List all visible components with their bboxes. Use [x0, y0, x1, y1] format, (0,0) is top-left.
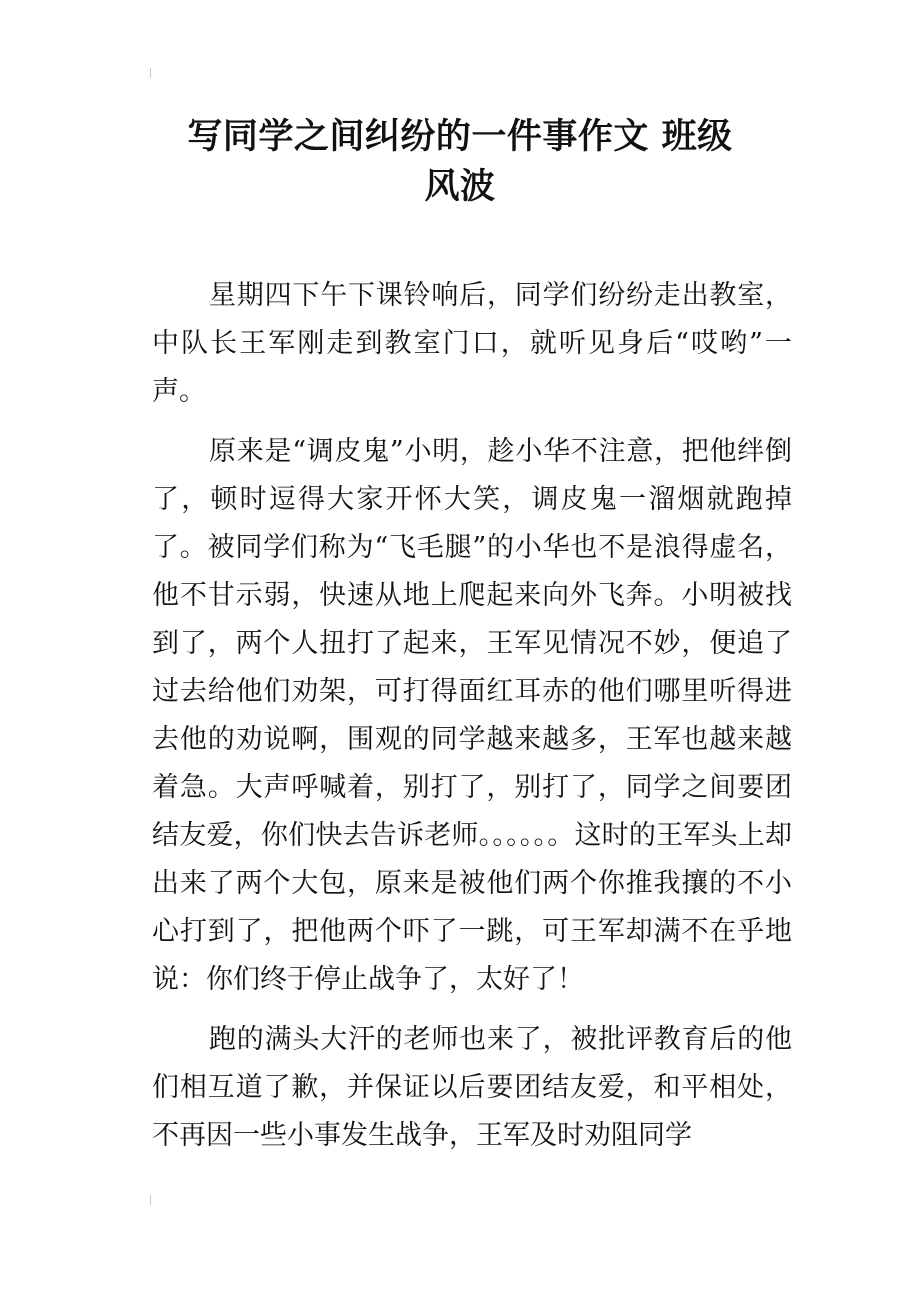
page-corner-mark-top [150, 68, 157, 78]
paragraph-3: 跑的满头大汗的老师也来了，被批评教育后的他们相互道了歉，并保证以后要团结友爱，和平相处，不再因一些小事发生战争，王军及时劝阻同学 [152, 1024, 792, 1151]
paragraph-2: 原来是“调皮鬼”小明，趁小华不注意，把他绊倒了，顿时逗得大家开怀大笑，调皮鬼一溜烟就跑掉了。被同学们称为“飞毛腿”的小华也不是浪得虚名，他不甘示弱，快速从地上爬起来向外飞奔。小明被找到了，两个人扭打了起来，王军见情况不妙，便追了过去给他们劝架，可打得面红耳赤的他们哪里听得进去他的劝说啊，围观的同学越来越多，王军也越来越着急。大声呼喊着，别打了，别打了，同学之间要团结友爱，你们快去告诉老师。。。。。。这时的王军头上却出来了两个大包，原来是被他们两个你推我攘的不小心打到了，把他两个吓了一跳，可王军却满不在乎地说：你们终于停止战争了，太好了！ [152, 436, 792, 995]
document-title-line-2: 风波 [424, 167, 496, 207]
document-body [152, 272, 792, 1172]
document-title-line-1: 写同学之间纠纷的一件事作文 班级 [187, 117, 733, 157]
page-corner-mark-bottom [150, 1195, 157, 1205]
paragraph-1: 星期四下午下课铃响后，同学们纷纷走出教室，中队长王军刚走到教室门口，就听见身后“哎哟”一声。 [152, 280, 792, 407]
